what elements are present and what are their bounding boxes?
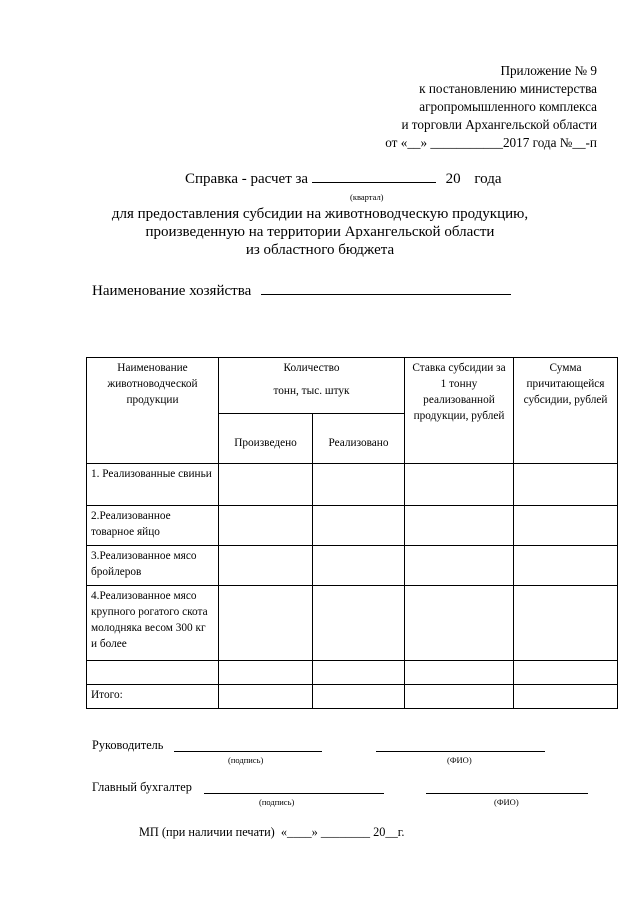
appendix-line: к постановлению министерства [419,81,597,96]
header-quantity-title: Количество [283,362,340,374]
cell-sold[interactable] [313,506,405,546]
title-year-suffix: года [474,171,502,187]
table-row [87,546,618,586]
row-product-label: 2.Реализованное товарное яйцо [87,506,219,546]
appendix-line: и торговли Архангельской области [401,117,597,132]
table-row [87,586,618,661]
head-label: Руководитель [92,738,164,752]
appendix-line: агропромышленного комплекса [419,99,597,114]
cell-produced[interactable] [219,546,313,586]
head-name-caption: (ФИО) [447,755,472,765]
farm-name-row [92,283,511,300]
appendix-line: Приложение № 9 [500,63,597,78]
subtitle-line: из областного бюджета [245,242,395,258]
cell-sum[interactable] [514,685,618,709]
farm-name-label: Наименование хозяйства [92,283,252,299]
head-name-line[interactable] [376,751,545,752]
header-sum: Сумма причитающейся субсидии, рублей [514,358,618,464]
cell-sum[interactable] [514,661,618,685]
cell-produced[interactable] [219,661,313,685]
row-total-label: Итого: [87,685,219,709]
appendix-line: от «__» ___________2017 года №__-п [385,135,597,150]
period-caption: (квартал) [350,192,384,202]
row-product-label: 3.Реализованное мясо бройлеров [87,546,219,586]
accountant-sign-caption: (подпись) [259,797,295,807]
cell-sum[interactable] [514,506,618,546]
table-header-row [87,358,618,414]
period-blank [312,182,436,183]
cell-sum[interactable] [514,586,618,661]
farm-name-blank [261,294,511,295]
cell-sold[interactable] [313,546,405,586]
header-quantity-units: тонн, тыс. штук [273,385,350,397]
cell-rate[interactable] [405,464,514,506]
accountant-signature-line[interactable] [204,793,384,794]
subtitle-line: произведенную на территории Архангельской области [145,224,495,240]
cell-sold[interactable] [313,464,405,506]
accountant-name-caption: (ФИО) [494,797,519,807]
title-prefix: Справка - расчет за [185,171,309,187]
cell-rate[interactable] [405,685,514,709]
cell-sold[interactable] [313,586,405,661]
cell-sum[interactable] [514,464,618,506]
header-product: Наименование животноводческой продукции [87,358,219,464]
title-subtitle [0,205,640,259]
cell-rate[interactable] [405,661,514,685]
cell-rate[interactable] [405,546,514,586]
cell-produced[interactable] [219,464,313,506]
header-rate: Ставка субсидии за 1 тонну реализованной продукции, рублей [405,358,514,464]
table-row [87,661,618,685]
row-product-label: 1. Реализованные свиньи [87,464,219,506]
accountant-name-line[interactable] [426,793,588,794]
cell-sold[interactable] [313,685,405,709]
header-produced: Произведено [219,414,313,464]
head-sign-caption: (подпись) [228,755,264,765]
accountant-label: Главный бухгалтер [92,780,192,794]
table-row [87,464,618,506]
appendix-block [385,62,597,152]
row-product-label: 4.Реализованное мясо крупного рогатого скота молодняка весом 300 кг и более [87,586,219,661]
cell-rate[interactable] [405,586,514,661]
stamp-line: МП (при наличии печати) «____» ________ 20__г. [139,825,405,839]
header-quantity [219,358,405,414]
cell-produced[interactable] [219,506,313,546]
subsidy-table [86,357,618,709]
subtitle-line: для предоставления субсидии на животноводческую продукцию, [111,206,529,222]
title-year-prefix: 20 [445,171,461,187]
cell-sum[interactable] [514,546,618,586]
table-row [87,506,618,546]
head-signature-line[interactable] [174,751,322,752]
row-product-label [87,661,219,685]
cell-produced[interactable] [219,685,313,709]
header-sold: Реализовано [313,414,405,464]
document-title [185,171,501,188]
cell-sold[interactable] [313,661,405,685]
cell-produced[interactable] [219,586,313,661]
cell-rate[interactable] [405,506,514,546]
table-total-row [87,685,618,709]
